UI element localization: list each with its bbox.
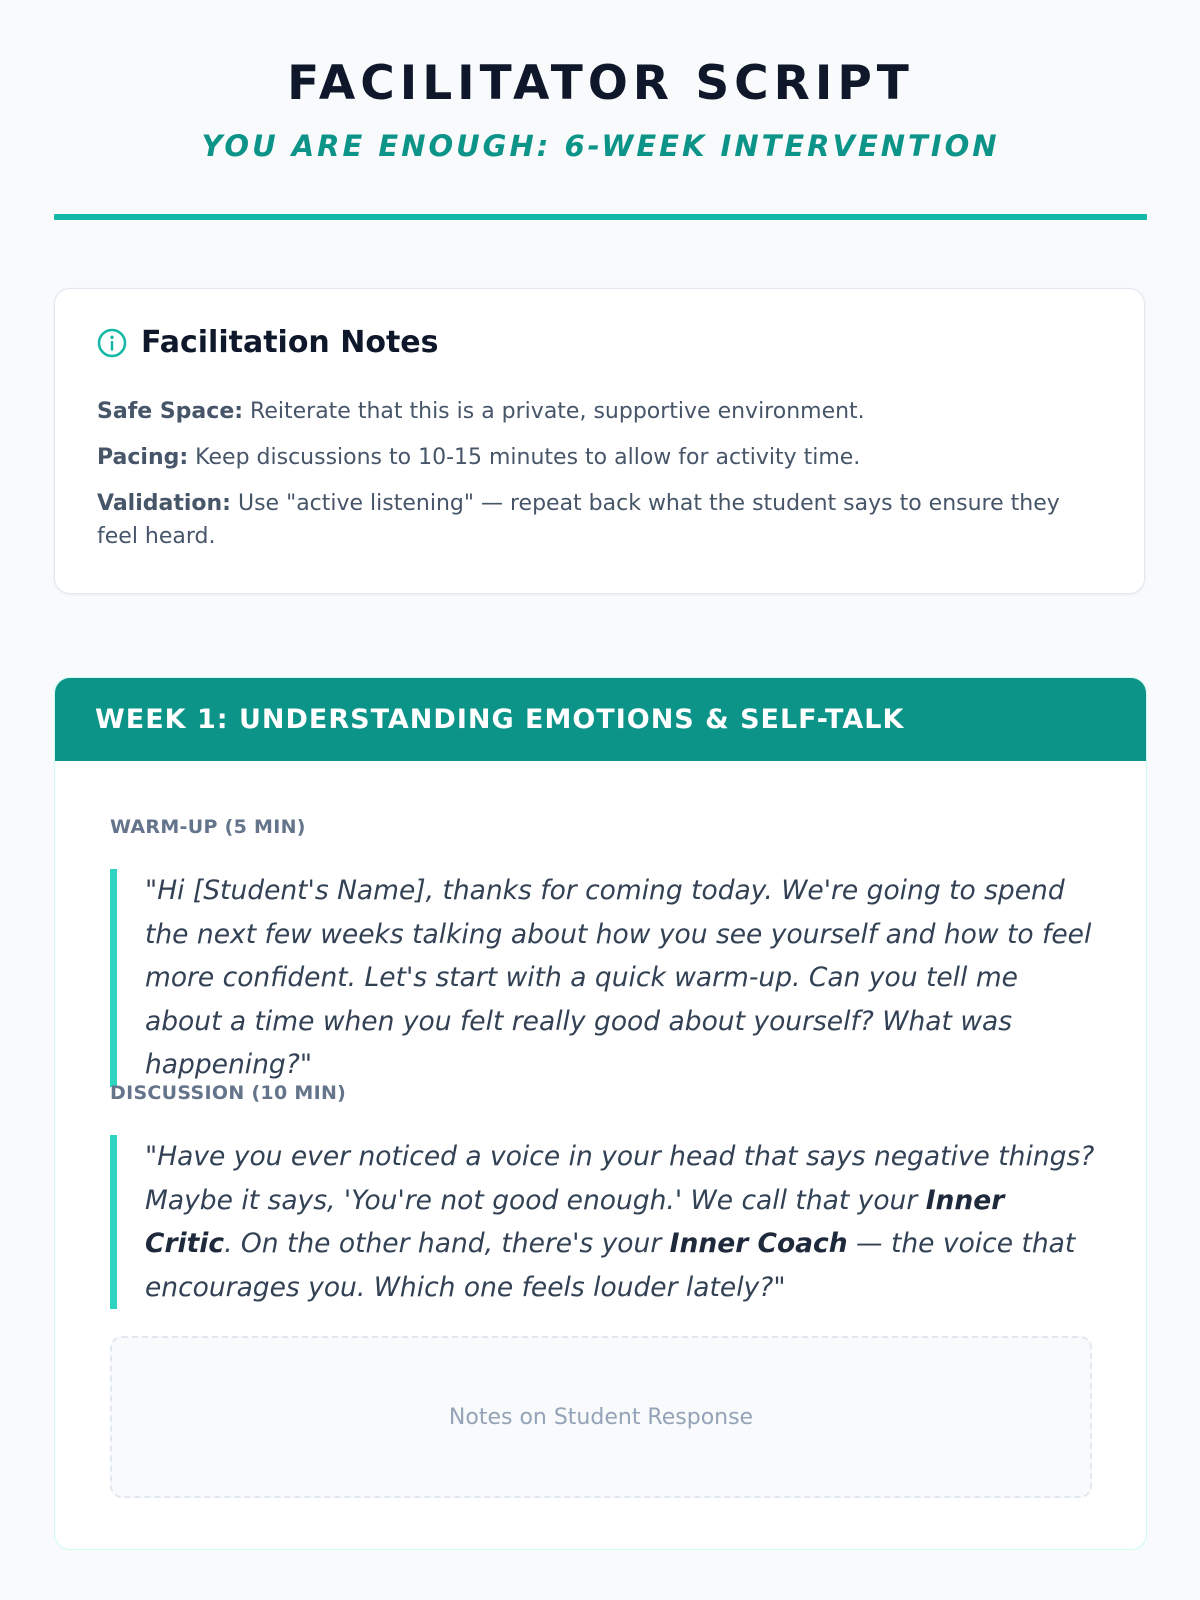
student-response-notes-field[interactable]: Notes on Student Response (110, 1336, 1092, 1498)
notes-heading (97, 325, 439, 361)
script-segment: "Have you ever noticed a voice in your head that says negative things? Maybe it says, 'You're not good enough.' We call that your (145, 1141, 1095, 1216)
warm-up-script (110, 869, 1100, 1087)
script-segment: — the voice that encourages you. Which one feels louder lately?" (145, 1228, 1076, 1303)
info-icon (97, 328, 127, 358)
week-title: WEEK 1: UNDERSTANDING EMOTIONS & SELF-TALK (95, 704, 905, 735)
week-1-card (54, 677, 1147, 1550)
discussion-script-text (145, 1135, 1100, 1309)
note-label: Validation: (97, 491, 231, 516)
discussion-label: DISCUSSION (10 MIN) (110, 1082, 347, 1104)
note-pacing (97, 441, 1097, 474)
discussion-script (110, 1135, 1100, 1309)
warm-up-script-text: "Hi [Student's Name], thanks for coming today. We're going to spend the next few weeks talking about how you see yourself and how to feel more confident. Let's start with a quick warm-up. Can you tell me about a time when you felt really good about yourself? What was happening?" (145, 875, 1092, 1080)
document-header (54, 0, 1147, 166)
page-subtitle: YOU ARE ENOUGH: 6-WEEK INTERVENTION (201, 129, 1000, 163)
note-text: Reiterate that this is a private, supportive environment. (243, 399, 865, 424)
note-text: Keep discussions to 10-15 minutes to allow for activity time. (188, 445, 861, 470)
note-label: Safe Space: (97, 399, 244, 424)
inner-coach-term: Inner Coach (669, 1228, 848, 1259)
week-header (55, 678, 1146, 761)
facilitation-notes-card (54, 288, 1145, 594)
note-text: Use "active listening" — repeat back what the student says to ensure they feel heard. (97, 491, 1060, 549)
page-title: FACILITATOR SCRIPT (287, 56, 914, 111)
note-safe-space (97, 395, 1097, 428)
notes-title: Facilitation Notes (141, 325, 439, 360)
header-divider (54, 214, 1147, 220)
warm-up-label: WARM-UP (5 MIN) (110, 816, 306, 838)
note-validation (97, 487, 1097, 553)
script-segment: . On the other hand, there's your (224, 1228, 670, 1259)
inner-critic-term: Inner Critic (145, 1184, 1005, 1259)
notes-list (97, 395, 1097, 566)
note-label: Pacing: (97, 445, 189, 470)
